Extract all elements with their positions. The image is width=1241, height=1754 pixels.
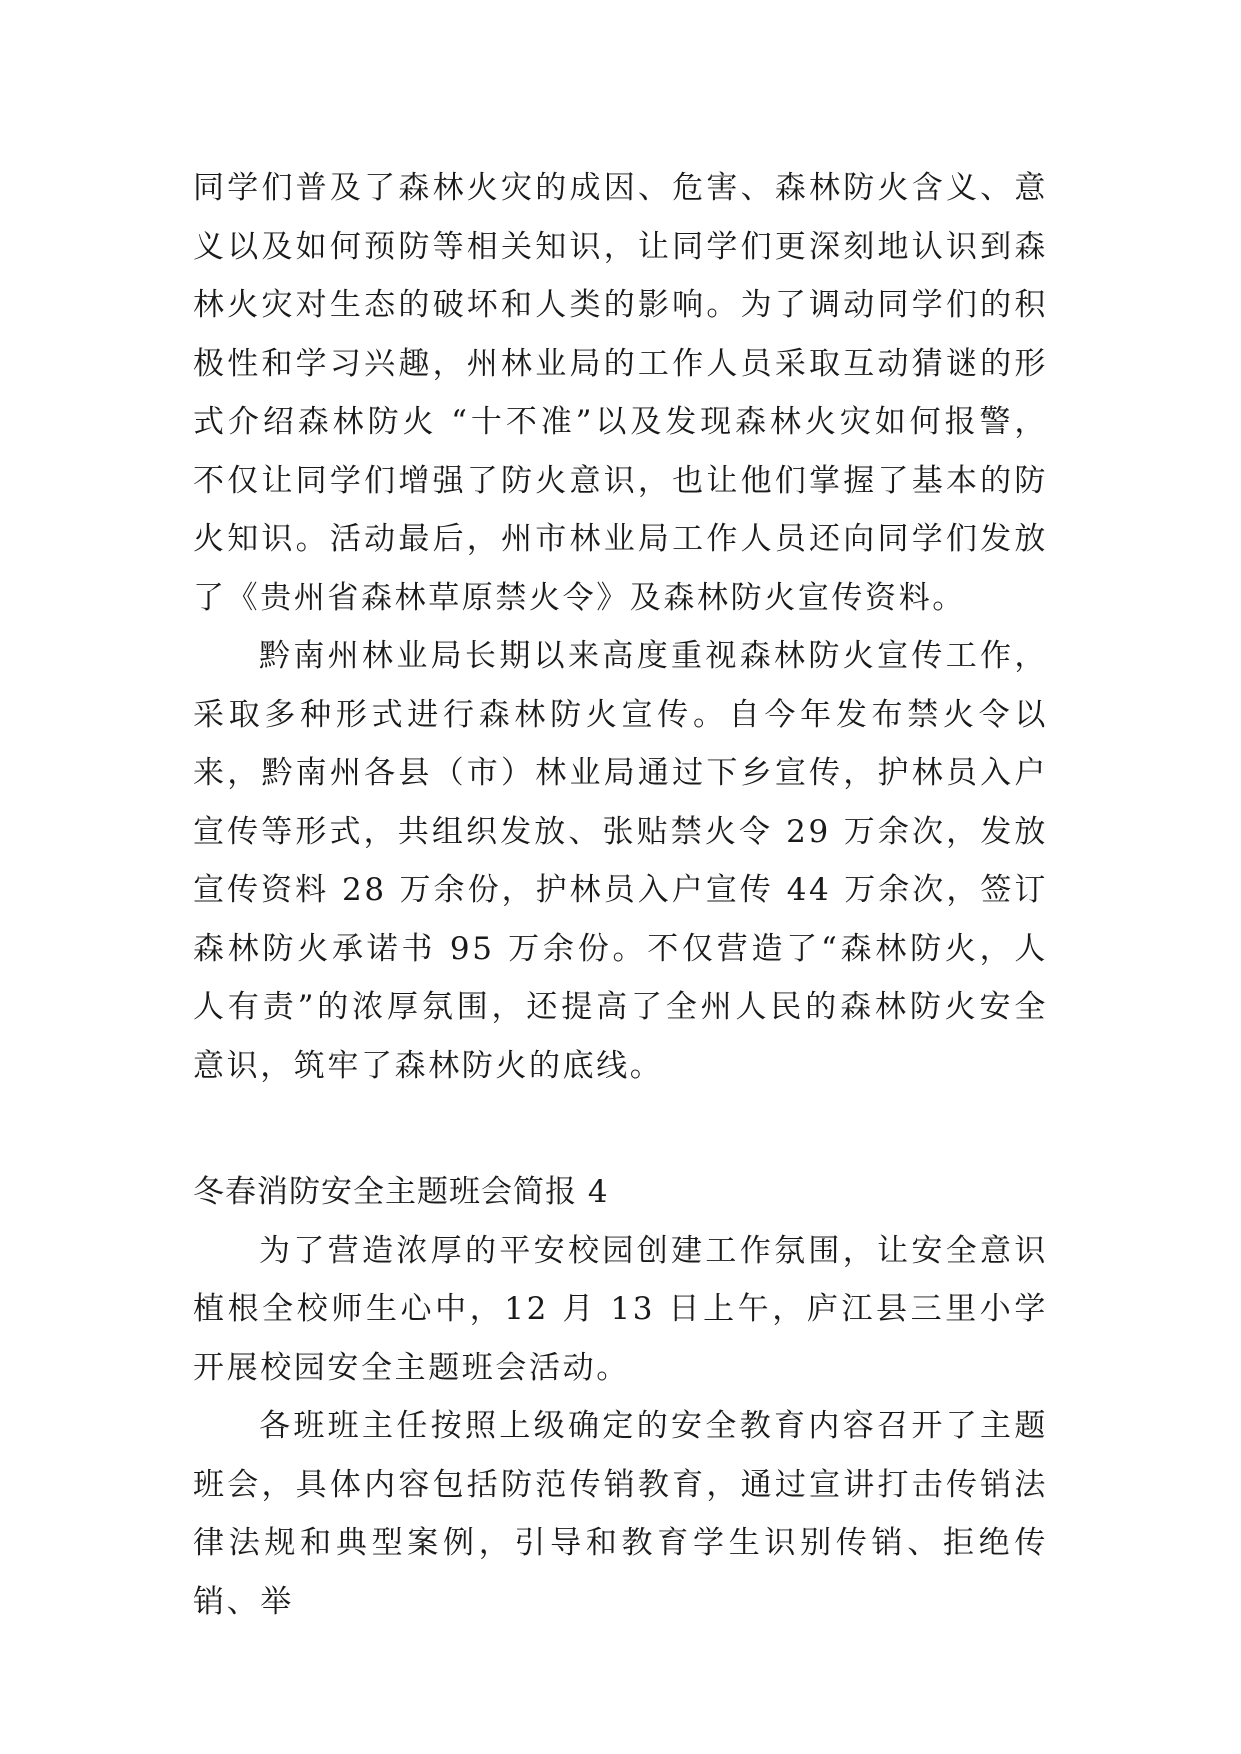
paragraph-safe-campus: 为了营造浓厚的平安校园创建工作氛围，让安全意识植根全校师生心中，12 月 13 日上午，庐江县三里小学开展校园安全主题班会活动。 [193, 1232, 1048, 1386]
article-body-top [193, 159, 1048, 1095]
paragraph-qiannan-publicity: 黔南州林业局长期以来高度重视森林防火宣传工作，采取多种形式进行森林防火宣传。自今年发布禁火令以来，黔南州各县（市）林业局通过下乡宣传，护林员入户宣传等形式，共组织发放、张贴禁火令 29 万余次，发放宣传资料 28 万余份，护林员入户宣传 44 万余次，签订森林防火承诺书 95 万余份。不仅营造了“森林防火，人人有责”的浓厚氛围，还提高了全州人民的森林防火安全意识，筑牢了森林防火的底线。 [193, 638, 1048, 1084]
paragraph-class-meeting: 各班班主任按照上级确定的安全教育内容召开了主题班会，具体内容包括防范传销教育，通过宣讲打击传销法律法规和典型案例，引导和教育学生识别传销、拒绝传销、举 [193, 1408, 1048, 1620]
section-heading: 冬春消防安全主题班会简报 4 [193, 1174, 609, 1210]
paragraph-forest-fire-knowledge: 同学们普及了森林火灾的成因、危害、森林防火含义、意义以及如何预防等相关知识，让同学们更深刻地认识到森林火灾对生态的破坏和人类的影响。为了调动同学们的积极性和学习兴趣，州林业局的工作人员采取互动猜谜的形式介绍森林防火 “十不准”以及发现森林火灾如何报警，不仅让同学们增强了防火意识，也让他们掌握了基本的防火知识。活动最后，州市林业局工作人员还向同学们发放了《贵州省森林草原禁火令》及森林防火宣传资料。 [193, 170, 1048, 616]
article-body-bottom [193, 1163, 1048, 1631]
